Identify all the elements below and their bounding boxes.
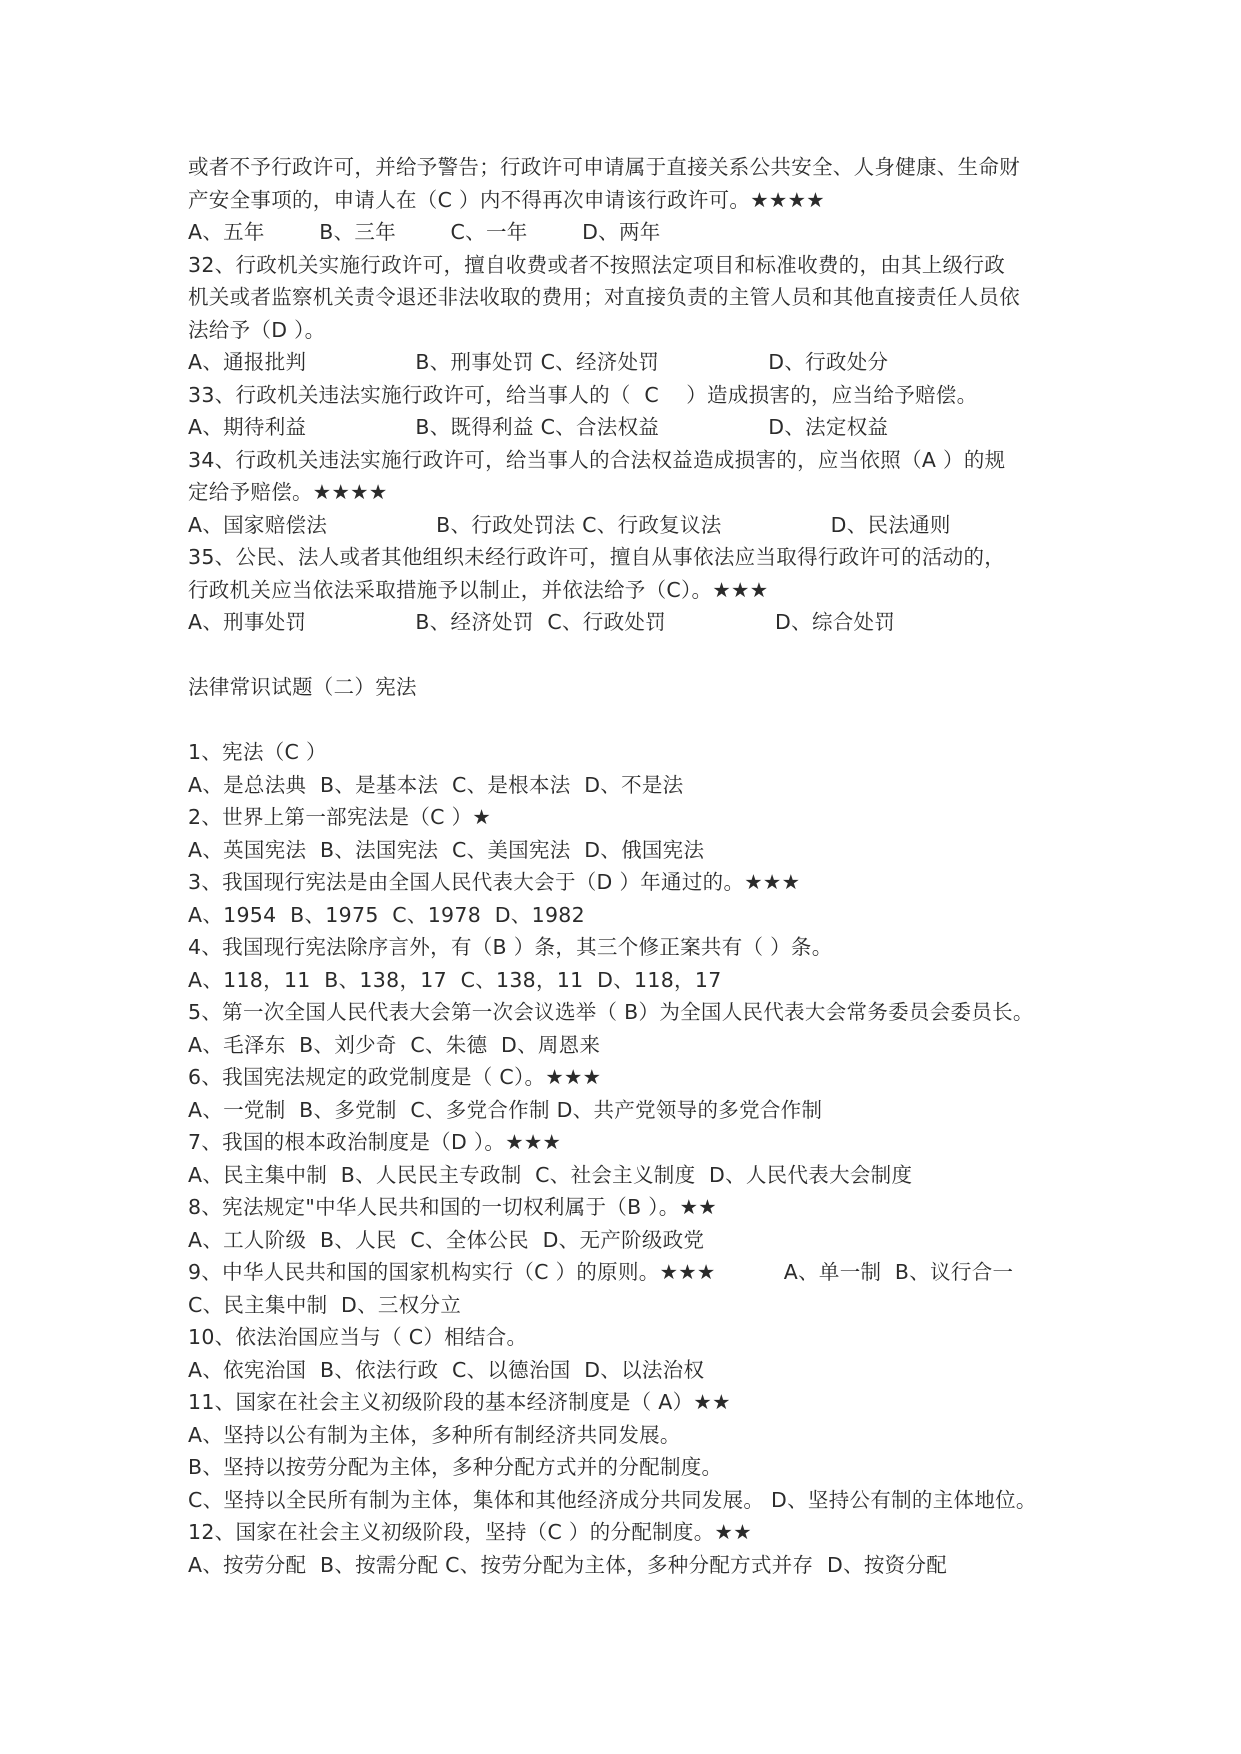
text-line: 4、我国现行宪法除序言外，有（B ）条，其三个修正案共有（ ）条。 bbox=[188, 935, 833, 959]
text-line: A、坚持以公有制为主体，多种所有制经济共同发展。 bbox=[188, 1422, 681, 1447]
text-line: A、刑事处罚 B、经济处罚 C、行政处罚 D、综合处罚 bbox=[188, 610, 896, 634]
text-line: A、国家赔偿法 B、行政处罚法 C、行政复议法 D、民法通则 bbox=[188, 512, 951, 537]
text-line: 2、世界上第一部宪法是（C ）★ bbox=[188, 805, 492, 829]
text-line: C、民主集中制 D、三权分立 bbox=[188, 1292, 462, 1317]
text-line: A、民主集中制 B、人民民主专政制 C、社会主义制度 D、人民代表大会制度 bbox=[188, 1162, 913, 1187]
text-line: 定给予赔偿。★★★★ bbox=[188, 480, 388, 504]
text-line: 行政机关应当依法采取措施予以制止，并依法给予（C）。★★★ bbox=[188, 577, 769, 602]
text-line: B、坚持以按劳分配为主体，多种分配方式并的分配制度。 bbox=[188, 1455, 723, 1479]
text-line: A、一党制 B、多党制 C、多党合作制 D、共产党领导的多党合作制 bbox=[188, 1097, 823, 1122]
text-line: 7、我国的根本政治制度是（D ）。★★★ bbox=[188, 1130, 562, 1154]
text-line: 10、依法治国应当与（ C）相结合。 bbox=[188, 1325, 528, 1349]
text-line: A、是总法典 B、是基本法 C、是根本法 D、不是法 bbox=[188, 772, 684, 797]
text-line: 34、行政机关违法实施行政许可，给当事人的合法权益造成损害的，应当依照（A ）的规 bbox=[188, 447, 1006, 472]
blank-line bbox=[188, 704, 1088, 737]
text-line: 1、宪法（C ） bbox=[188, 740, 327, 764]
text-line: C、坚持以全民所有制为主体，集体和其他经济成分共同发展。 D、坚持公有制的主体地位。 bbox=[188, 1487, 1037, 1512]
text-line: 机关或者监察机关责令退还非法收取的费用；对直接负责的主管人员和其他直接责任人员依 bbox=[188, 285, 1020, 309]
text-line: 11、国家在社会主义初级阶段的基本经济制度是（ A）★★ bbox=[188, 1390, 731, 1414]
document-body bbox=[188, 151, 1088, 1581]
text-line: 9、中华人民共和国的国家机构实行（C ）的原则。★★★ A、单一制 B、议行合一 bbox=[188, 1260, 1014, 1284]
text-line: A、118，11 B、138，17 C、138，11 D、118，17 bbox=[188, 967, 722, 992]
text-line: A、英国宪法 B、法国宪法 C、美国宪法 D、俄国宪法 bbox=[188, 837, 705, 862]
text-line: 产安全事项的，申请人在（C ）内不得再次申请该行政许可。★★★★ bbox=[188, 187, 825, 212]
text-line: A、1954 B、1975 C、1978 D、1982 bbox=[188, 902, 585, 927]
text-line: A、依宪治国 B、依法行政 C、以德治国 D、以法治权 bbox=[188, 1357, 705, 1382]
text-line: 32、行政机关实施行政许可，擅自收费或者不按照法定项目和标准收费的，由其上级行政 bbox=[188, 252, 1006, 277]
text-line: 8、宪法规定"中华人民共和国的一切权利属于（B ）。★★ bbox=[188, 1195, 717, 1219]
text-line: 或者不予行政许可，并给予警告；行政许可申请属于直接关系公共安全、人身健康、生命财 bbox=[188, 155, 1020, 179]
text-line: 6、我国宪法规定的政党制度是（ C）。★★★ bbox=[188, 1065, 602, 1089]
text-line: A、期待利益 B、既得利益 C、合法权益 D、法定权益 bbox=[188, 415, 889, 439]
text-line: 5、第一次全国人民代表大会第一次会议选举（ B）为全国人民代表大会常务委员会委员长。 bbox=[188, 1000, 1034, 1024]
text-line: 法律常识试题（二）宪法 bbox=[188, 675, 417, 699]
text-line: 35、公民、法人或者其他组织未经行政许可，擅自从事依法应当取得行政许可的活动的， bbox=[188, 545, 1006, 569]
text-line: A、通报批判 B、刑事处罚 C、经济处罚 D、行政处分 bbox=[188, 350, 889, 374]
blank-line bbox=[188, 639, 1088, 672]
text-line: 法给予（D ）。 bbox=[188, 317, 326, 342]
text-line: 3、我国现行宪法是由全国人民代表大会于（D ）年通过的。★★★ bbox=[188, 870, 801, 894]
text-line: 12、国家在社会主义初级阶段，坚持（C ）的分配制度。★★ bbox=[188, 1520, 752, 1544]
text-line: A、五年 B、三年 C、一年 D、两年 bbox=[188, 220, 661, 244]
text-line: A、工人阶级 B、人民 C、全体公民 D、无产阶级政党 bbox=[188, 1227, 705, 1252]
text-line: 33、行政机关违法实施行政许可，给当事人的（ C ）造成损害的，应当给予赔偿。 bbox=[188, 382, 978, 407]
text-line: A、毛泽东 B、刘少奇 C、朱德 D、周恩来 bbox=[188, 1032, 601, 1057]
text-line: A、按劳分配 B、按需分配 C、按劳分配为主体，多种分配方式并存 D、按资分配 bbox=[188, 1552, 948, 1577]
